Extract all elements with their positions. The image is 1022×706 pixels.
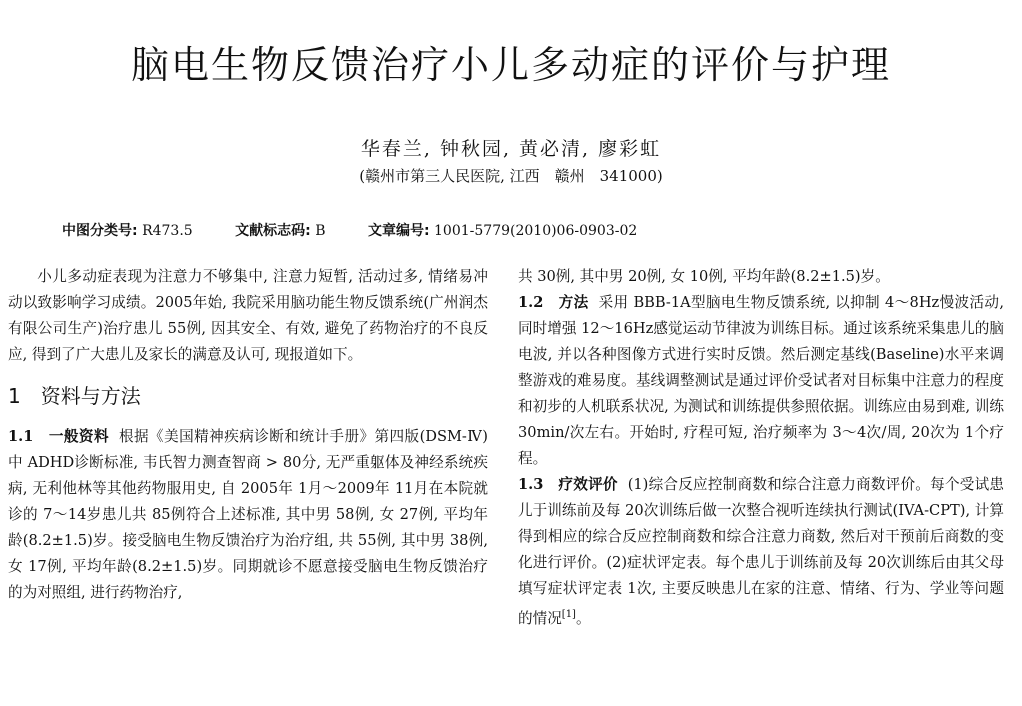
subsection-1-1: [8, 424, 488, 606]
intro-paragraph: 小儿多动症表现为注意力不够集中, 注意力短暂, 活动过多, 情绪易冲动以致影响学习成绩。2005年始, 我院采用脑功能生物反馈系统(广州润杰有限公司生产)治疗患儿 55例, 因其安全、有效, 避免了药物治疗的不良反应, 得到了广大患儿及家长的满意及认可, 现报道如下。: [8, 268, 488, 363]
doc-code-value: B: [315, 223, 326, 239]
subsection-1-2-text: 采用 BBB-1A型脑电生物反馈系统, 以抑制 4～8Hz慢波活动, 同时增强 12～16Hz感觉运动节律波为训练目标。通过该系统采集患儿的脑电波, 并以各种图像方式进行实时反馈。然后测定基线(Baseline)水平来调整游戏的难易度。基线调整测试是通过评价受试者对目标集中注意力的程度和初步的人机联系状况, 为测试和训练提供参照依据。训练应由易到难, 训练 30min/次左右。开始时, 疗程可短, 治疗频率为 3～4次/周, 20次为 1个疗程。: [518, 294, 1004, 467]
citation-ref: [1]: [561, 609, 576, 620]
author-list: 华春兰, 钟秋园, 黄必清, 廖彩虹: [360, 138, 662, 160]
subsection-1-2-title: 1.2 方法: [518, 294, 589, 311]
section-heading-1: 1 资料与方法: [8, 384, 141, 408]
article-number-label: 文章编号:: [367, 223, 430, 239]
doc-code-group: [235, 223, 330, 239]
doc-code-label: 文献标志码:: [235, 223, 311, 239]
article-meta: [62, 220, 675, 240]
subsection-1-3-text: (1)综合反应控制商数和综合注意力商数评价。每个受试患儿于训练前及每 20次训练后做一次整合视听连续执行测试(IVA-CPT), 计算得到相应的综合反应控制商数和综合注意力商数, 然后对干预前后商数的变化进行评价。(2)症状评定表。每个患儿于训练前及每 20次训练后由其父母填写症状评定表 1次, 主要反映患儿在家的注意、情绪、行为、学业等问题的情况: [518, 476, 1004, 627]
right-column: [518, 264, 1004, 632]
clc-label: 中图分类号:: [62, 223, 138, 239]
left-column: [8, 264, 488, 606]
clc-group: [62, 223, 197, 239]
clc-value: R473.5: [142, 223, 193, 239]
article-number-group: [368, 223, 637, 239]
continued-text: 共 30例, 其中男 20例, 女 10例, 平均年龄(8.2±1.5)岁。: [518, 268, 890, 285]
subsection-1-3: [518, 472, 1004, 632]
subsection-1-3-end: 。: [575, 609, 591, 627]
subsection-1-1-text: 根据《美国精神疾病诊断和统计手册》第四版(DSM-Ⅳ)中 ADHD诊断标准, 韦氏智力测查智商 > 80分, 无严重躯体及神经系统疾病, 无利他林等其他药物服用史, 自 2005年 1月～2009年 11月在本院就诊的 7～14岁患儿共 85例符合上述标准, 其中男 58例, 女 27例, 平均年龄(8.2±1.5)岁。接受脑电生物反馈治疗为治疗组, 共 55例, 其中男 38例, 女 17例, 平均年龄(8.2±1.5)岁。同期就诊不愿意接受脑电生物反馈治疗的为对照组, 进行药物治疗,: [8, 428, 489, 601]
article-title: 脑电生物反馈治疗小儿多动症的评价与护理: [130, 43, 891, 87]
article-number-value: 1001-5779(2010)06-0903-02: [434, 223, 638, 239]
subsection-1-2: [518, 290, 1004, 472]
affiliation: (赣州市第三人民医院, 江西 赣州 341000): [359, 167, 663, 185]
subsection-1-3-title: 1.3 疗效评价: [518, 476, 618, 493]
subsection-1-1-title: 1.1 一般资料: [8, 428, 109, 445]
